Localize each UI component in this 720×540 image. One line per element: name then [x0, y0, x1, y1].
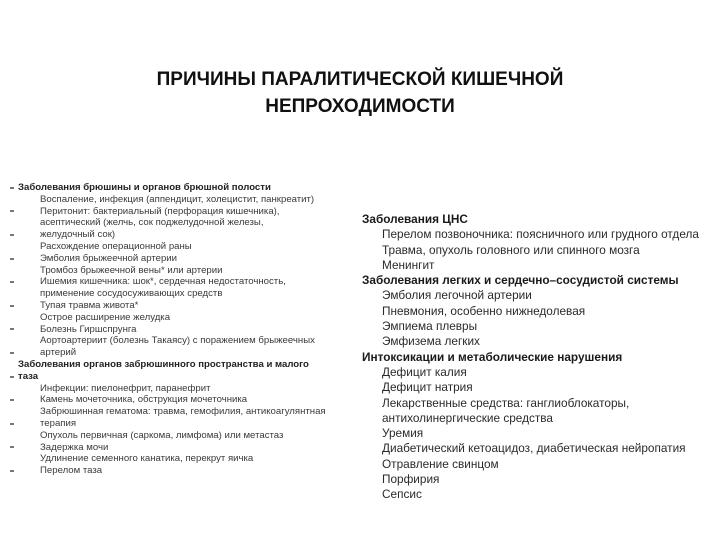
left-column-causes-list	[18, 182, 348, 477]
list-item: Дефицит натрия	[382, 380, 473, 395]
list-item: Ишемия кишечника: шок*, сердечная недостаточность,	[40, 276, 286, 288]
list-item: Уремия	[382, 426, 424, 441]
margin-mark	[10, 418, 16, 430]
list-item: Воспаление, инфекция (аппендицит, холецистит, панкреатит)	[40, 193, 315, 205]
list-item: Удлинение семенного канатика, перекрут яичка	[40, 453, 254, 465]
section-heading: Заболевания органов забрюшинного пространства и малого	[18, 358, 309, 370]
right-column-causes-list	[362, 212, 714, 503]
list-item: Камень мочеточника, обструкция мочеточника	[40, 394, 248, 406]
list-item: Порфирия	[382, 472, 440, 487]
list-item: Менингит	[382, 257, 435, 272]
margin-mark	[10, 347, 16, 359]
list-item: терапия	[40, 417, 77, 429]
list-item: Задержка мочи	[40, 441, 109, 453]
list-item: Дефицит калия	[382, 364, 467, 379]
scan-margin-marks	[10, 182, 16, 489]
list-item: Расхождение операционной раны	[40, 240, 192, 252]
list-item: Перитонит: бактериальный (перфорация кишечника),	[40, 205, 280, 217]
section-heading: таза	[18, 370, 39, 382]
list-item: Аортоартериит (болезнь Такаясу) с поражением брыжеечных	[40, 335, 315, 347]
margin-mark	[10, 182, 16, 194]
list-item: антихолинергические средства	[382, 410, 553, 425]
margin-mark	[10, 229, 16, 241]
list-item: Травма, опухоль головного или спинного мозга	[382, 242, 640, 257]
list-item: Отравление свинцом	[382, 456, 499, 471]
page-title-line-2: НЕПРОХОДИМОСТИ	[265, 96, 455, 117]
margin-mark	[10, 324, 16, 336]
list-item: Тромбоз брыжеечной вены* или артерии	[40, 264, 223, 276]
section-heading: Заболевания брюшины и органов брюшной полости	[18, 182, 271, 193]
list-item: Пневмония, особенно нижнедолевая	[382, 303, 586, 318]
list-item: Сепсис	[382, 487, 422, 502]
margin-mark	[10, 300, 16, 312]
list-item: Острое расширение желудка	[40, 311, 171, 323]
list-item: Инфекции: пиелонефрит, паранефрит	[40, 382, 211, 394]
list-item: желудочный сок)	[40, 229, 116, 241]
page-title	[0, 66, 720, 120]
section-heading: Заболевания ЦНС	[362, 212, 468, 226]
list-item: Опухоль первичная (саркома, лимфома) или метастаз	[40, 429, 284, 441]
list-item: Эмпиема плевры	[382, 319, 478, 334]
list-item: Перелом позвоночника: поясничного или грудного отдела	[382, 227, 699, 242]
margin-mark	[10, 276, 16, 288]
list-item: Тупая травма живота*	[40, 299, 139, 311]
margin-mark	[10, 371, 16, 383]
margin-mark	[10, 394, 16, 406]
list-item: Эмфизема легких	[382, 334, 480, 349]
margin-mark	[10, 465, 16, 477]
list-item: Диабетический кетоацидоз, диабетическая нейропатия	[382, 441, 686, 456]
section-heading: Интоксикации и метаболические нарушения	[362, 349, 623, 364]
page-title-line-1: ПРИЧИНЫ ПАРАЛИТИЧЕСКОЙ КИШЕЧНОЙ	[156, 69, 564, 90]
list-item: Эмболия брыжеечной артерии	[40, 252, 178, 264]
list-item: применение сосудосуживающих средств	[40, 288, 223, 300]
margin-mark	[10, 206, 16, 218]
list-item: артерий	[40, 347, 77, 359]
margin-mark	[10, 253, 16, 265]
list-item: Болезнь Гиршспрунга	[40, 323, 137, 335]
margin-mark	[10, 442, 16, 454]
list-item: асептический (желчь, сок поджелудочной железы,	[40, 217, 264, 229]
list-item: Эмболия легочной артерии	[382, 288, 532, 303]
list-item: Лекарственные средства: ганглиоблокаторы,	[382, 395, 630, 410]
section-heading: Заболевания легких и сердечно–сосудистой системы	[362, 273, 679, 288]
list-item: Перелом таза	[40, 465, 103, 477]
list-item: Забрюшинная гематома: травма, гемофилия, антикоагулянтная	[40, 406, 326, 418]
